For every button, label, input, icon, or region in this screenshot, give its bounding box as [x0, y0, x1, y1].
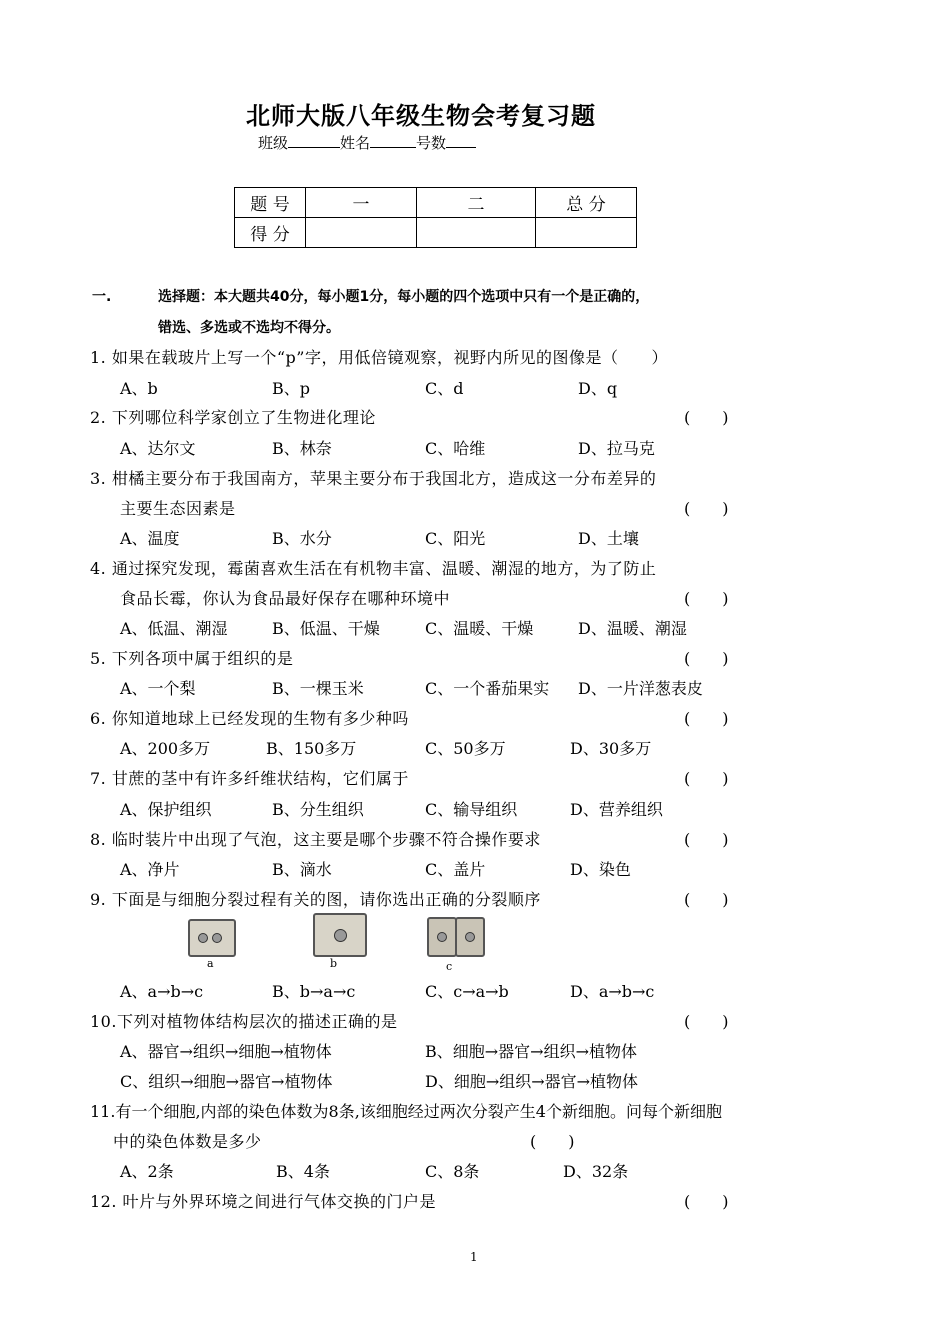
- section-instructions: 选择题：本大题共40分，每小题1分，每小题的四个选项中只有一个是正确的，: [158, 289, 650, 305]
- option-b: B、150多万: [266, 739, 357, 758]
- score-cell: [417, 218, 536, 248]
- option-c: C、阳光: [425, 529, 486, 548]
- name-label: 姓名: [340, 134, 371, 152]
- question-7: 7. 甘蔗的茎中有许多纤维状结构，它们属于: [90, 769, 409, 788]
- question-8: 8. 临时装片中出现了气泡，这主要是哪个步骤不符合操作要求: [90, 830, 541, 849]
- score-table-row: [235, 218, 637, 248]
- option-a: A、达尔文: [120, 439, 196, 458]
- answer-paren: ( ): [684, 1012, 729, 1031]
- question-1: 1. 如果在载玻片上写一个“p”字，用低倍镜观察，视野内所见的图像是（ ）: [90, 348, 668, 367]
- option-a: A、b: [120, 379, 158, 398]
- nucleus: [437, 932, 447, 942]
- section-number: 一.: [92, 289, 112, 305]
- question-9: 9. 下面是与细胞分裂过程有关的图，请你选出正确的分裂顺序: [90, 890, 541, 909]
- option-d: D、营养组织: [570, 800, 663, 819]
- option-a: A、净片: [120, 860, 180, 879]
- question-11: 11.有一个细胞,内部的染色体数为8条,该细胞经过两次分裂产生4个新细胞。问每个新细胞: [90, 1102, 722, 1121]
- option-b: B、一棵玉米: [272, 679, 364, 698]
- option-d: D、土壤: [578, 529, 639, 548]
- answer-paren: ( ): [684, 649, 729, 668]
- answer-paren: ( ): [684, 709, 729, 728]
- figure-caption-b: b: [330, 957, 338, 970]
- option-d: D、a→b→c: [570, 982, 655, 1001]
- student-info: [258, 132, 476, 153]
- page-number: 1: [470, 1250, 478, 1264]
- option-d: D、染色: [570, 860, 631, 879]
- option-c: C、组织→细胞→器官→植物体: [120, 1072, 333, 1091]
- option-c: C、一个番茄果实: [425, 679, 550, 698]
- option-a: A、保护组织: [120, 800, 212, 819]
- cell-c-left: [427, 917, 457, 957]
- question-3: 3. 柑橘主要分布于我国南方，苹果主要分布于我国北方，造成这一分布差异的: [90, 469, 657, 488]
- class-blank: [288, 133, 340, 148]
- nucleus: [465, 932, 475, 942]
- option-d: D、一片洋葱表皮: [578, 679, 703, 698]
- option-b: B、低温、干燥: [272, 619, 380, 638]
- option-a: A、温度: [120, 529, 180, 548]
- question-4: 4. 通过探究发现，霉菌喜欢生活在有机物丰富、温暖、潮湿的地方，为了防止: [90, 559, 657, 578]
- option-c: C、盖片: [425, 860, 486, 879]
- score-header-cell: 二: [417, 188, 536, 218]
- score-header-cell: 总 分: [536, 188, 637, 218]
- score-header-cell: 题 号: [235, 188, 306, 218]
- option-d: D、q: [578, 379, 618, 398]
- answer-paren: ( ): [684, 890, 729, 909]
- option-a: A、2条: [120, 1162, 174, 1181]
- answer-paren: ( ): [684, 499, 729, 518]
- option-d: D、细胞→组织→器官→植物体: [425, 1072, 639, 1091]
- nucleus: [334, 929, 347, 942]
- score-cell: [536, 218, 637, 248]
- option-b: B、b→a→c: [272, 982, 356, 1001]
- class-label: 班级: [258, 134, 289, 152]
- option-a: A、低温、潮湿: [120, 619, 228, 638]
- answer-paren: ( ): [684, 589, 729, 608]
- cell-c-right: [455, 917, 485, 957]
- option-a: A、200多万: [120, 739, 211, 758]
- figure-caption-a: a: [207, 957, 214, 970]
- name-blank: [370, 133, 416, 148]
- option-c: C、输导组织: [425, 800, 518, 819]
- number-blank: [446, 133, 476, 148]
- answer-paren: ( ): [684, 408, 729, 427]
- score-header-cell: 一: [306, 188, 417, 218]
- option-d: D、30多万: [570, 739, 652, 758]
- option-b: B、p: [272, 379, 311, 398]
- option-b: B、林奈: [272, 439, 332, 458]
- page-title: 北师大版八年级生物会考复习题: [246, 102, 596, 130]
- option-b: B、滴水: [272, 860, 332, 879]
- option-a: A、a→b→c: [120, 982, 204, 1001]
- option-b: B、细胞→器官→组织→植物体: [425, 1042, 637, 1061]
- option-b: B、水分: [272, 529, 332, 548]
- option-c: C、c→a→b: [425, 982, 509, 1001]
- cell-a-left: [188, 919, 236, 957]
- figure-caption-c: c: [446, 960, 453, 973]
- question-6: 6. 你知道地球上已经发现的生物有多少种吗: [90, 709, 409, 728]
- answer-paren: ( ): [684, 1192, 729, 1211]
- option-c: C、d: [425, 379, 464, 398]
- option-b: B、分生组织: [272, 800, 364, 819]
- option-d: D、拉马克: [578, 439, 655, 458]
- question-5: 5. 下列各项中属于组织的是: [90, 649, 294, 668]
- option-c: C、50多万: [425, 739, 506, 758]
- option-a: A、一个梨: [120, 679, 196, 698]
- option-d: D、32条: [563, 1162, 629, 1181]
- nucleus: [198, 933, 208, 943]
- answer-paren: ( ): [684, 769, 729, 788]
- section-instructions-2: 错选、多选或不选均不得分。: [158, 320, 340, 336]
- question-11-cont: 中的染色体数是多少: [113, 1132, 262, 1151]
- option-a: A、器官→组织→细胞→植物体: [120, 1042, 332, 1061]
- option-c: C、温暖、干燥: [425, 619, 534, 638]
- option-c: C、8条: [425, 1162, 480, 1181]
- nucleus: [212, 933, 222, 943]
- score-row-label: 得 分: [235, 218, 306, 248]
- score-table-header: [235, 188, 637, 218]
- score-table: [234, 187, 637, 248]
- option-d: D、温暖、潮湿: [578, 619, 687, 638]
- option-b: B、4条: [276, 1162, 330, 1181]
- question-2: 2. 下列哪位科学家创立了生物进化理论: [90, 408, 376, 427]
- question-12: 12. 叶片与外界环境之间进行气体交换的门户是: [90, 1192, 437, 1211]
- answer-paren: ( ): [684, 830, 729, 849]
- answer-paren: ( ): [530, 1132, 575, 1151]
- question-3-cont: 主要生态因素是: [120, 499, 236, 518]
- question-10: 10.下列对植物体结构层次的描述正确的是: [90, 1012, 398, 1031]
- option-c: C、哈维: [425, 439, 486, 458]
- score-cell: [306, 218, 417, 248]
- question-4-cont: 食品长霉，你认为食品最好保存在哪种环境中: [120, 589, 451, 608]
- cell-b: [313, 913, 367, 957]
- number-label: 号数: [416, 134, 447, 152]
